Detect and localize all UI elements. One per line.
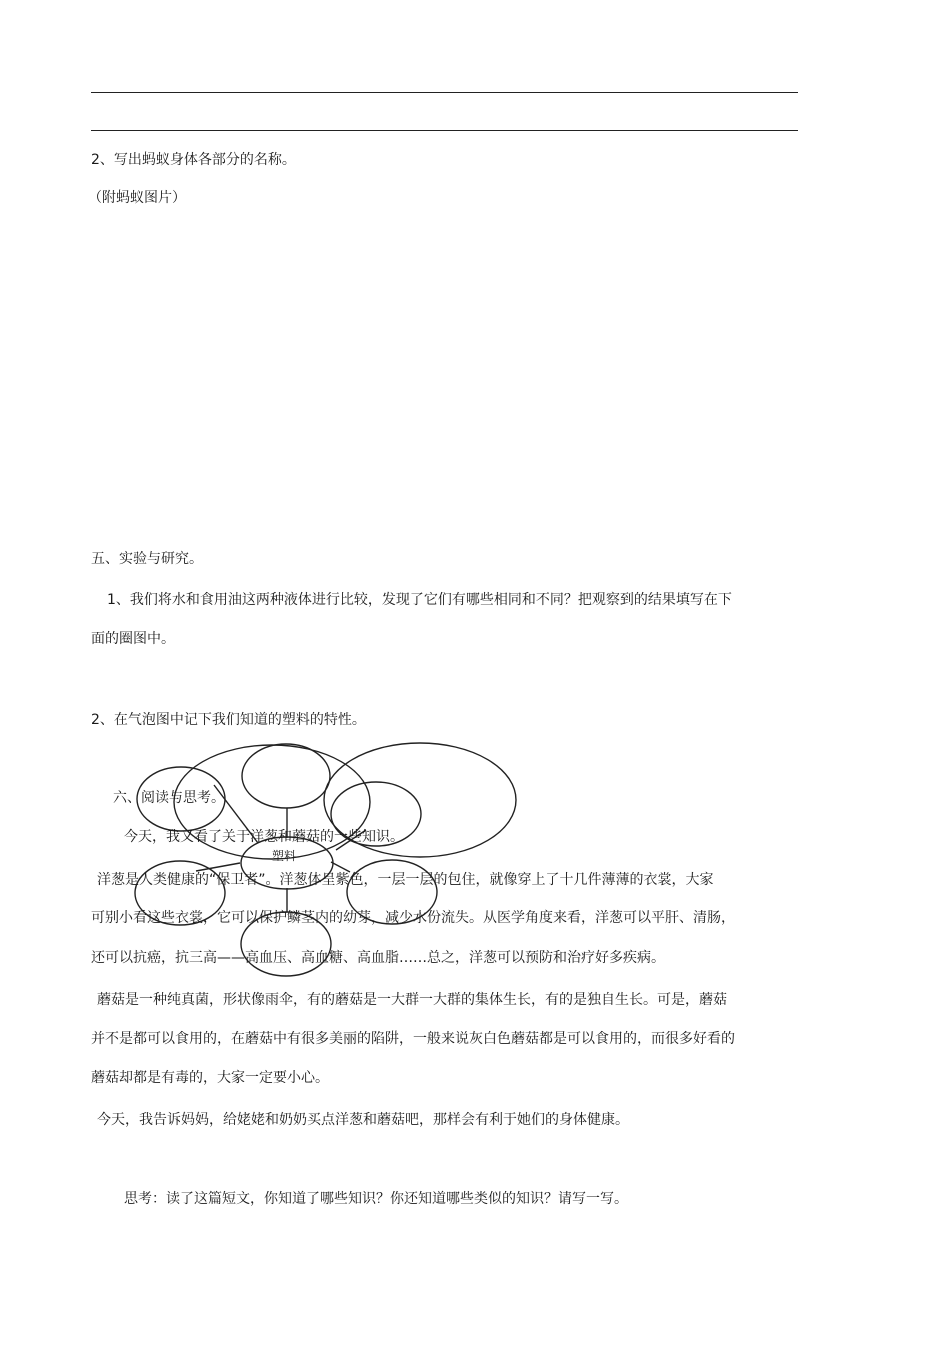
answer-line-2 (91, 130, 798, 131)
mushroom-paragraph-line2: 并不是都可以食用的，在蘑菇中有很多美丽的陷阱，一般来说灰白色蘑菇都是可以食用的，而很多好看的 (91, 1031, 735, 1047)
section5-heading: 五、实验与研究。 (91, 551, 203, 567)
answer-line-1 (91, 92, 798, 93)
section6-heading: 六、阅读与思考。 (113, 790, 225, 806)
mushroom-paragraph-line3: 蘑菇却都是有毒的，大家一定要小心。 (91, 1070, 329, 1086)
ant-picture-note: （附蚂蚁图片） (88, 190, 186, 206)
think-question: 思考：读了这篇短文，你知道了哪些知识？你还知道哪些类似的知识？请写一写。 (124, 1191, 628, 1207)
question-ant-parts: 2、写出蚂蚁身体各部分的名称。 (91, 152, 296, 168)
conclusion-paragraph: 今天，我告诉妈妈，给姥姥和奶奶买点洋葱和蘑菇吧，那样会有利于她们的身体健康。 (97, 1112, 629, 1128)
onion-paragraph-line3: 还可以抗癌，抗三高——高血压、高血糖、高血脂……总之，洋葱可以预防和治疗好多疾病。 (91, 950, 665, 966)
onion-paragraph-line2: 可别小看这些衣裳，它可以保护鳞茎内的幼芽，减少水份流失。从医学角度来看，洋葱可以平肝、清肠， (91, 910, 735, 926)
section5-q1-line1: 1、我们将水和食用油这两种液体进行比较，发现了它们有哪些相同和不同？把观察到的结果填写在下 (107, 592, 732, 608)
onion-paragraph-line1: 洋葱是人类健康的“保卫者”。洋葱体呈紫色，一层一层的包住，就像穿上了十几件薄薄的衣裳，大家 (97, 872, 714, 888)
section5-q1-line2: 面的圈图中。 (91, 631, 175, 647)
reading-intro: 今天，我又看了关于洋葱和蘑菇的一些知识。 (124, 829, 404, 845)
bubble-center-label: 塑料 (272, 849, 297, 863)
section5-q2: 2、在气泡图中记下我们知道的塑料的特性。 (91, 712, 366, 728)
bubble-connector-bottom-left (196, 863, 240, 871)
mushroom-paragraph-line1: 蘑菇是一种纯真菌，形状像雨伞，有的蘑菇是一大群一大群的集体生长，有的是独自生长。可是，蘑菇 (97, 992, 727, 1008)
bubble-top (242, 744, 330, 808)
